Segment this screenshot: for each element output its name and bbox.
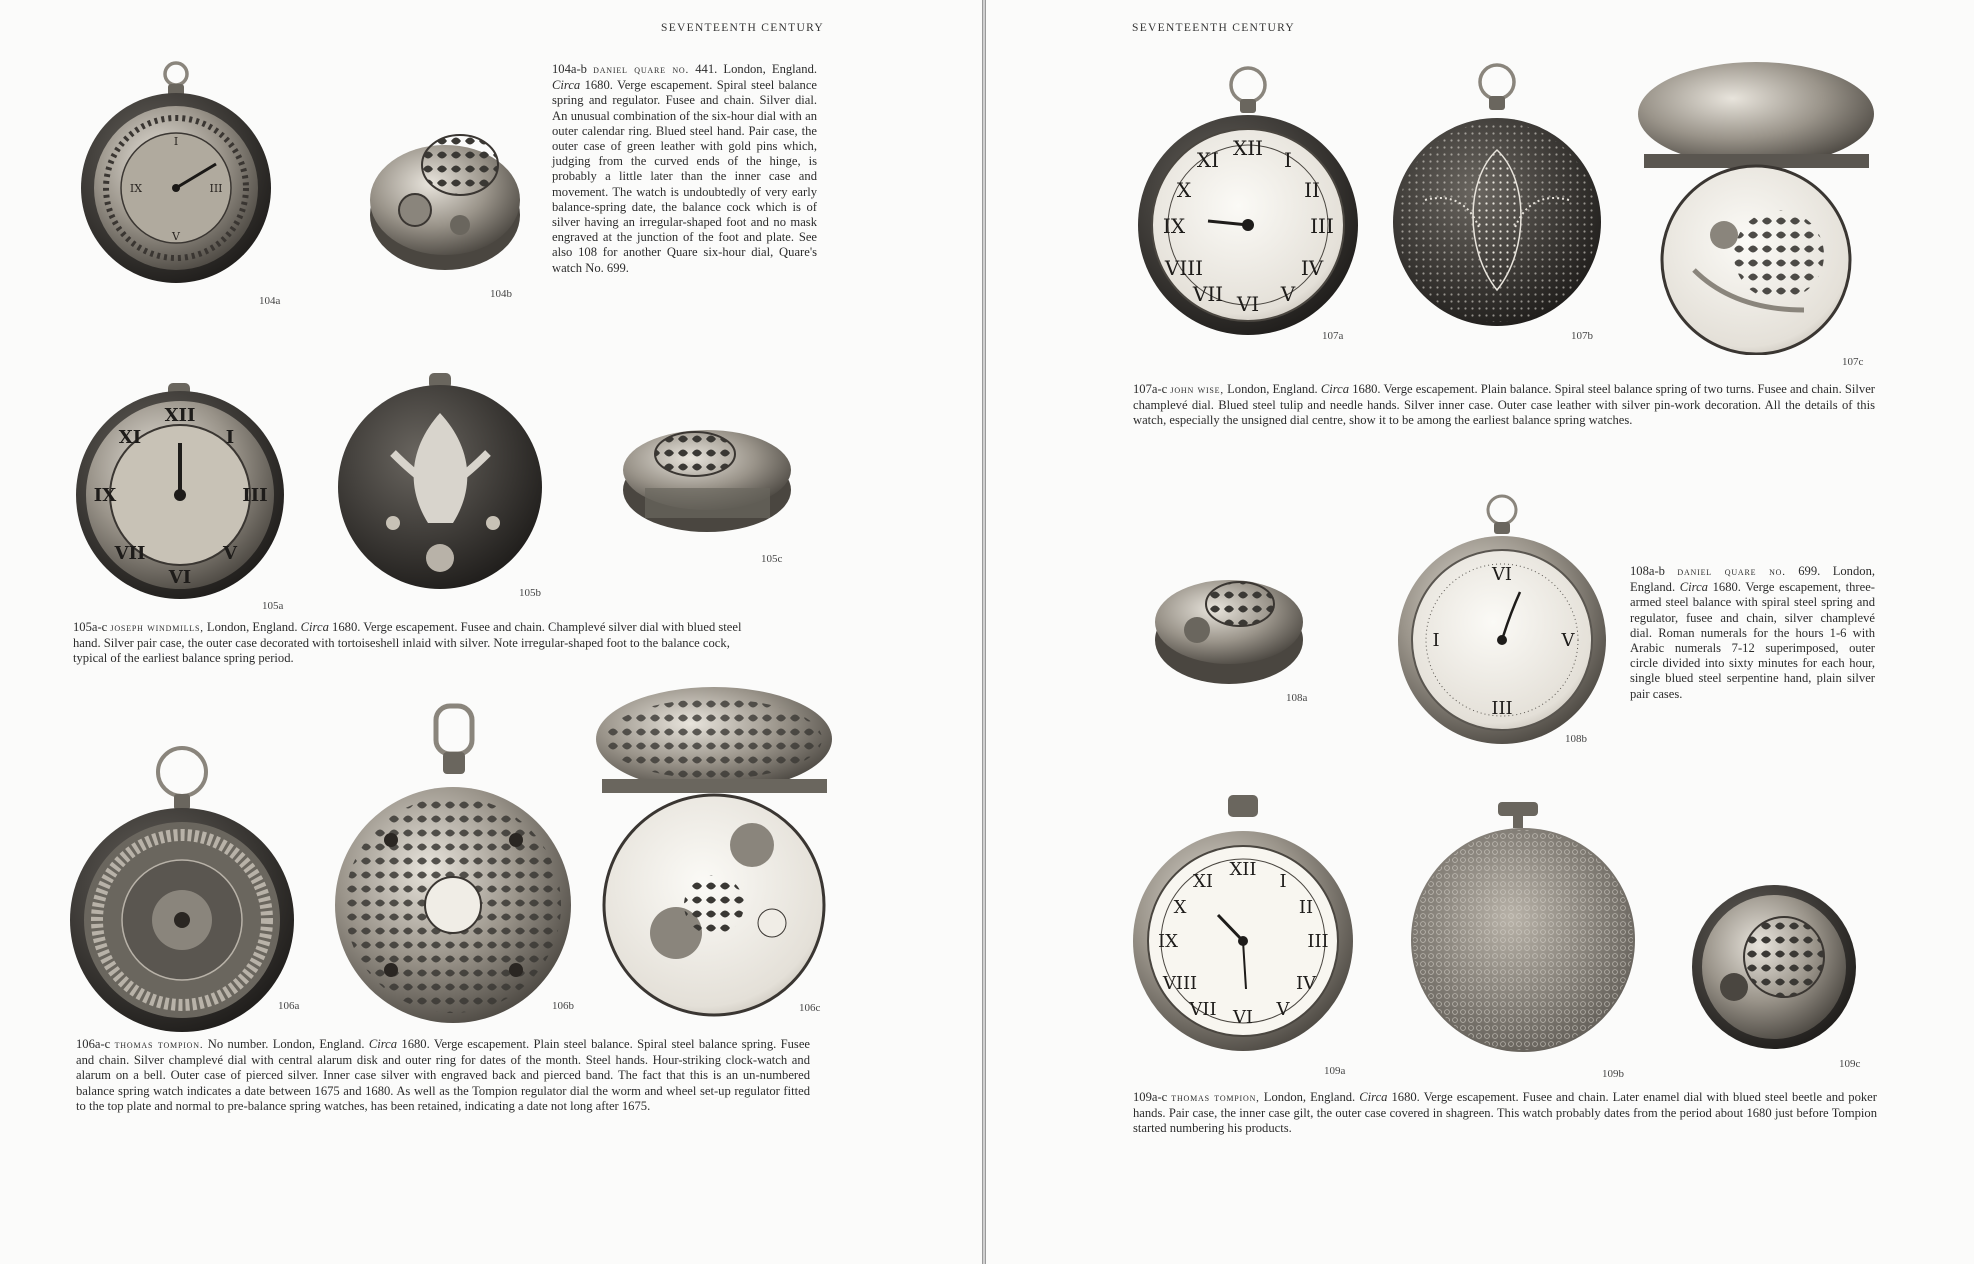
circa-108: Circa: [1679, 580, 1708, 595]
figure-108b-watch-image: [1392, 492, 1612, 752]
entry-id-109: 109a-c: [1133, 1090, 1168, 1104]
description-108: 1680. Verge escapement, three-armed steel balance with spiral steel spring and regulator, fusee and chain, silver champlevé dial. Roman numerals for the hours 1-6 with Arabic numerals 7-12 superimposed, outer circle divided into sixty minutes for each hour, single blued steel serpentine hand, plain silver pair cases.: [1630, 580, 1875, 701]
caption-109: [1133, 1090, 1877, 1137]
figure-105b-case-image: [333, 373, 548, 593]
maker-104: daniel quare no.: [593, 64, 690, 76]
entry-id-108: 108a-b: [1630, 564, 1665, 578]
figure-label-106c: 106c: [799, 1002, 821, 1014]
place-104: London, England.: [723, 62, 818, 76]
number-108: 699.: [1798, 564, 1821, 578]
figure-106c-open-case-image: [592, 683, 837, 1018]
svg-text:VIII: VIII: [1162, 973, 1198, 994]
svg-text:XI: XI: [1196, 148, 1220, 172]
svg-text:XII: XII: [164, 405, 196, 426]
svg-text:II: II: [1304, 178, 1320, 202]
svg-text:IX: IX: [1158, 931, 1178, 952]
svg-text:I: I: [225, 427, 235, 448]
figure-label-105b: 105b: [519, 587, 541, 599]
figure-label-109a: 109a: [1324, 1065, 1346, 1077]
circa-109: Circa: [1359, 1090, 1388, 1104]
figure-104b-movement-image: [365, 120, 525, 280]
svg-text:V: V: [1561, 630, 1575, 651]
caption-106: [76, 1037, 810, 1114]
figure-104a-watch-image: [76, 60, 276, 285]
right-page: [986, 0, 1974, 1264]
svg-text:I: I: [1432, 630, 1440, 651]
figure-106b-case-image: [331, 700, 576, 1025]
figure-109a-watch-image: [1128, 793, 1358, 1058]
svg-text:VI: VI: [1491, 564, 1513, 585]
left-page: [0, 0, 982, 1264]
description-109: 1680. Verge escapement. Fusee and chain. Later enamel dial with blued steel beetle and poker hands. Pair case, the inner case gilt, the outer case covered in shagreen. This watch probably dates from the period about 1680 just before Tompion started numbering his products.: [1133, 1090, 1877, 1136]
maker-106: thomas tompion.: [114, 1039, 204, 1051]
svg-text:XII: XII: [1232, 136, 1264, 160]
entry-id-107: 107a-c: [1133, 382, 1168, 396]
figure-109c-movement-image: [1689, 877, 1859, 1052]
figure-105a-watch-image: [70, 383, 295, 603]
figure-label-106b: 106b: [552, 1000, 574, 1012]
running-head-left: SEVENTEENTH CENTURY: [661, 22, 825, 34]
figure-106a-watch-image: [58, 742, 308, 1032]
maker-108: daniel quare no.: [1677, 566, 1786, 578]
place-105: London, England.: [206, 620, 298, 634]
svg-text:III: III: [1491, 698, 1513, 719]
svg-text:IX: IX: [93, 485, 117, 506]
figure-107a-watch-image: [1136, 63, 1361, 338]
figure-label-105a: 105a: [262, 600, 284, 612]
svg-text:VII: VII: [114, 543, 146, 564]
svg-text:II: II: [1298, 897, 1314, 918]
description-105: 1680. Verge escapement. Fusee and chain. Champlevé silver dial with blued steel hand. Silver pair case, the outer case decorated with tortoiseshell inlaid with silver. Note irregular-shaped foot to the balance cock, typical of the earliest balance spring period.: [73, 620, 742, 666]
figure-107c-open-case-image: [1634, 60, 1879, 355]
svg-text:I: I: [173, 135, 179, 148]
svg-text:III: III: [1310, 214, 1334, 238]
svg-text:IX: IX: [1162, 214, 1186, 238]
svg-text:VII: VII: [1192, 282, 1224, 306]
svg-text:VIII: VIII: [1164, 256, 1204, 280]
figure-label-109c: 109c: [1839, 1058, 1861, 1070]
running-head-right: SEVENTEENTH CENTURY: [1132, 22, 1296, 34]
svg-text:V: V: [1280, 282, 1296, 306]
figure-label-109b: 109b: [1602, 1068, 1624, 1080]
caption-107: [1133, 382, 1875, 429]
svg-text:X: X: [1173, 897, 1187, 918]
place-109: London, England.: [1263, 1090, 1356, 1104]
svg-text:VI: VI: [1232, 1007, 1254, 1028]
figure-label-108b: 108b: [1565, 733, 1587, 745]
figure-label-106a: 106a: [278, 1000, 300, 1012]
entry-id-106: 106a-c: [76, 1037, 111, 1051]
figure-label-107c: 107c: [1842, 356, 1864, 368]
figure-label-107a: 107a: [1322, 330, 1344, 342]
figure-label-108a: 108a: [1286, 692, 1308, 704]
circa-107: Circa: [1320, 382, 1350, 396]
figure-105c-movement-image: [620, 418, 795, 538]
maker-109: thomas tompion,: [1171, 1092, 1260, 1104]
svg-text:VI: VI: [1236, 292, 1260, 316]
place-107: London, England.: [1227, 382, 1318, 396]
svg-text:IX: IX: [129, 182, 143, 195]
entry-id-105: 105a-c: [73, 620, 108, 634]
svg-text:III: III: [209, 182, 223, 195]
figure-109b-shagreen-case-image: [1403, 800, 1643, 1055]
svg-text:XI: XI: [1193, 871, 1213, 892]
circa-104: Circa: [552, 78, 581, 93]
figure-label-105c: 105c: [761, 553, 783, 565]
caption-104: [552, 62, 817, 276]
svg-text:III: III: [1307, 931, 1329, 952]
maker-105: joseph windmills,: [110, 622, 204, 634]
figure-label-104a: 104a: [259, 295, 281, 307]
svg-text:XII: XII: [1229, 859, 1257, 880]
svg-text:V: V: [223, 543, 237, 564]
circa-105: Circa: [300, 620, 329, 634]
svg-text:V: V: [1276, 999, 1290, 1020]
circa-106: Circa: [368, 1037, 398, 1051]
description-107: 1680. Verge escapement. Plain balance. Spiral steel balance spring of two turns. Fusee and chain. Silver champlevé dial. Blued steel tulip and needle hands. Silver inner case. Outer case leather with silver pin-work decoration. All the details of this watch, especially the unsigned dial centre, show it to be among the earliest balance spring watches.: [1133, 382, 1875, 428]
description-106: 1680. Verge escapement. Plain steel balance. Spiral steel balance spring. Fusee and chain. Silver champlevé dial with central alarum disk and outer ring for dates of the month. Steel hands. Hour-striking clock-watch and alarum on a bell. Outer case of pierced silver. Inner case silver with engraved back and pierced band. The fact that this is an un-numbered balance spring watch indicates a date between 1675 and 1680. As well as the Tompion regulator dial the worm and wheel set-up regulator fitted to the top plate and normal to pre-balance spring watches, has been retained, indicating a date not long after 1675.: [76, 1037, 811, 1113]
caption-105: [73, 620, 763, 667]
svg-text:I: I: [1279, 871, 1287, 892]
svg-text:VI: VI: [168, 567, 192, 588]
svg-text:VII: VII: [1189, 999, 1217, 1020]
figure-label-104b: 104b: [490, 288, 512, 300]
caption-108: [1630, 564, 1875, 702]
number-104: 441.: [695, 62, 718, 76]
svg-text:V: V: [172, 230, 180, 243]
svg-text:X: X: [1176, 178, 1192, 202]
place-108: London, England.: [1630, 564, 1876, 595]
entry-id-104: 104a-b: [552, 62, 587, 76]
svg-text:IV: IV: [1295, 973, 1317, 994]
svg-text:I: I: [1284, 148, 1292, 172]
figure-107b-case-image: [1385, 60, 1610, 330]
svg-text:III: III: [242, 485, 268, 506]
svg-text:XI: XI: [118, 427, 142, 448]
maker-107: john wise,: [1170, 384, 1224, 396]
figure-label-107b: 107b: [1571, 330, 1593, 342]
svg-text:IV: IV: [1300, 256, 1324, 280]
place-106: No number. London, England.: [207, 1037, 365, 1051]
figure-108a-movement-image: [1152, 560, 1307, 690]
description-104: 1680. Verge escapement. Spiral steel balance spring and regulator. Fusee and chain. Silver dial. An unusual combination of the six-hour dial with an outer calendar ring. Blued steel hand. Pair case, the outer case of green leather with gold pins which, judging from the curved ends of the hinge, is probably a little later than the inner case and movement. The watch is undoubtedly of very early balance-spring date, the balance cock which is of silver having an irregular-shaped foot and no mask engraved at the junction of the foot and plate. See also 108 for another Quare six-hour dial, Quare's watch No. 699.: [552, 78, 817, 275]
